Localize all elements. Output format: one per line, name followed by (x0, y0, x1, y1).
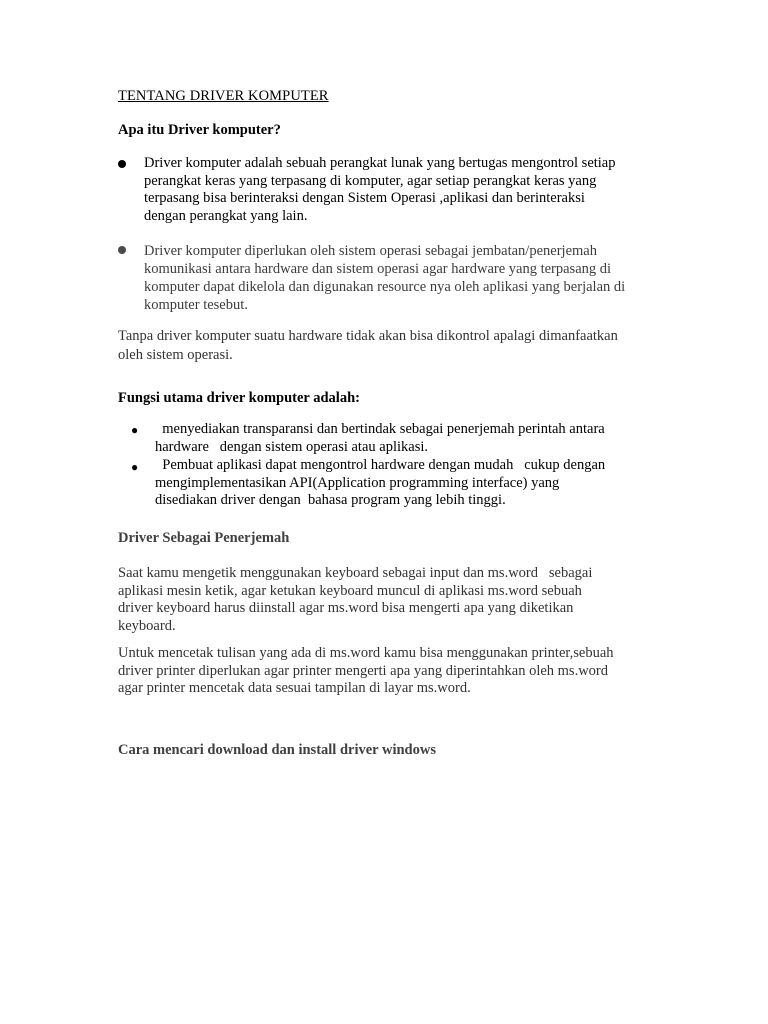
section-heading-fungsi: Fungsi utama driver komputer adalah: (118, 390, 360, 406)
text-line: disediakan driver dengan bahasa program yang lebih tinggi. (155, 492, 506, 509)
small-dot-bullet-icon: ● (131, 423, 139, 437)
text-line: driver keyboard harus diinstall agar ms.word bisa mengerti apa yang diketikan (118, 600, 574, 617)
text-line: komputer dapat dikelola dan digunakan resource nya oleh aplikasi yang berjalan di (144, 279, 626, 295)
bullet-paragraph-purpose (144, 242, 660, 314)
text-line: Tanpa driver komputer suatu hardware tidak akan bisa dikontrol apalagi dimanfaatkan (118, 328, 618, 344)
text-line: komunikasi antara hardware dan sistem operasi agar hardware yang terpasang di (144, 261, 612, 277)
text-line: perangkat keras yang terpasang di komputer, agar setiap perangkat keras yang (144, 172, 597, 189)
text-line: agar printer mencetak data sesuai tampilan di layar ms.word. (118, 680, 471, 697)
text-line: komputer tesebut. (144, 297, 248, 313)
section-heading-penerjemah: Driver Sebagai Penerjemah (118, 530, 290, 546)
text-line: Saat kamu mengetik menggunakan keyboard sebagai input dan ms.word sebagai (118, 565, 593, 581)
paragraph-tanpa-driver (118, 327, 658, 364)
text-line: menyediakan transparansi dan bertindak sebagai penerjemah perintah antara (155, 421, 605, 437)
text-line: Driver komputer adalah sebuah perangkat lunak yang bertugas mengontrol setiap (144, 155, 616, 171)
document-title: TENTANG DRIVER KOMPUTER (118, 88, 329, 104)
text-line: driver printer diperlukan agar printer mengerti apa yang diperintahkan oleh ms.word (118, 662, 609, 679)
text-line: Pembuat aplikasi dapat mengontrol hardware dengan mudah cukup dengan (155, 457, 606, 473)
filled-circle-bullet-icon (118, 246, 126, 254)
text-line: Driver komputer diperlukan oleh sistem operasi sebagai jembatan/penerjemah (144, 243, 597, 259)
text-line: hardware dengan sistem operasi atau aplikasi. (155, 438, 428, 455)
text-line: aplikasi mesin ketik, agar ketukan keyboard muncul di aplikasi ms.word sebuah (118, 582, 582, 599)
text-line: dengan perangkat yang lain. (144, 207, 308, 224)
section-heading-apa: Apa itu Driver komputer? (118, 122, 281, 138)
text-line: oleh sistem operasi. (118, 346, 233, 363)
text-line: Untuk mencetak tulisan yang ada di ms.word kamu bisa menggunakan printer,sebuah (118, 645, 614, 661)
text-line: keyboard. (118, 617, 176, 634)
paragraph-keyboard-example (118, 565, 638, 635)
list-item-fungsi-2 (155, 457, 655, 510)
list-item-fungsi-1 (155, 421, 655, 456)
paragraph-printer-example (118, 645, 658, 698)
bullet-paragraph-definition (144, 155, 660, 225)
filled-circle-bullet-icon (118, 160, 126, 168)
text-line: terpasang bisa berinteraksi dengan Sistem Operasi ,aplikasi dan berinteraksi (144, 190, 585, 207)
small-dot-bullet-icon: ● (131, 460, 139, 474)
section-heading-cara: Cara mencari download dan install driver windows (118, 742, 436, 758)
text-line: mengimplementasikan API(Application programming interface) yang (155, 474, 560, 491)
